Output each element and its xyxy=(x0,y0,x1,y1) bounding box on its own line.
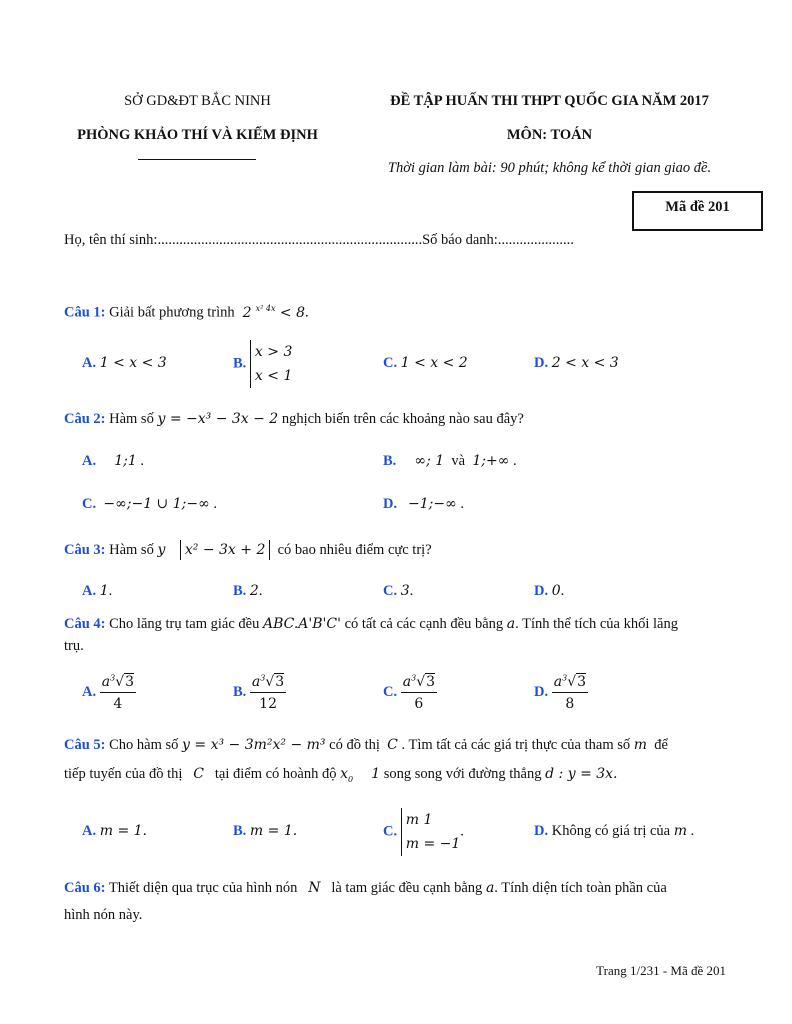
office-name: PHÒNG KHẢO THÍ VÀ KIỂM ĐỊNH xyxy=(77,127,318,143)
question-1: Câu 1: Giải bất phương trình 2 $^{x^2 4x}$ < 8. xyxy=(64,304,309,321)
q4-option-b[interactable]: B. $\frac{a^3√3}{12}$ xyxy=(233,673,285,712)
q5-option-b[interactable]: B. m = 1. xyxy=(233,823,298,839)
q5-option-d[interactable]: D. Không có giá trị của m . xyxy=(534,823,695,839)
exam-title: ĐỀ TẬP HUẤN THI THPT QUỐC GIA NĂM 2017 xyxy=(390,93,709,109)
question-5-line2: tiếp tuyến của đồ thị C tại điểm có hoành độ $x_0$ 1 song song với đường thẳng d : y = 3x. xyxy=(64,766,618,784)
question-6-line2: hình nón này. xyxy=(64,907,143,923)
header-divider xyxy=(138,159,256,160)
q1-option-a[interactable]: A. 1 < x < 3 xyxy=(82,355,167,371)
question-5: Câu 5: Cho hàm số y = x³ − 3m²x² − m³ có đồ thị C . Tìm tất cả các giá trị thực của tham số m để xyxy=(64,737,668,753)
question-text: Giải bất phương trình xyxy=(109,304,235,321)
name-dots: ......................................................................... xyxy=(157,232,423,248)
q4-option-c[interactable]: C. $\frac{a^3√3}{6}$ xyxy=(383,673,436,712)
q3-option-b[interactable]: B. 2. xyxy=(233,583,263,599)
id-dots: ..................... xyxy=(497,232,574,248)
question-4: Câu 4: Cho lăng trụ tam giác đều ABC.A'B'C' có tất cả các cạnh đều bằng a. Tính thể tích của khối lăng xyxy=(64,616,678,632)
q1-option-c[interactable]: C. 1 < x < 2 xyxy=(383,355,468,371)
q1-b-system: x > 3 x < 1 xyxy=(250,340,292,388)
question-2: Câu 2: Hàm số y = −x³ − 3x − 2 nghịch biến trên các khoảng nào sau đây? xyxy=(64,411,524,427)
exam-code-box xyxy=(632,191,763,231)
question-label: Câu 1: xyxy=(64,304,106,321)
name-label: Họ, tên thí sinh: xyxy=(64,232,158,248)
question-3: Câu 3: Hàm số y x² − 3x + 2 có bao nhiêu điểm cực trị? xyxy=(64,542,432,558)
q5-c-system: m 1 m = −1 xyxy=(401,808,461,856)
page-footer: Trang 1/231 - Mã đề 201 xyxy=(596,963,726,978)
time-limit: Thời gian làm bài: 90 phút; không kể thời gian giao đề. xyxy=(387,160,712,176)
exam-code: Mã đề 201 xyxy=(665,199,730,215)
q2-expression: y = −x³ − 3x − 2 xyxy=(157,411,279,427)
q2-option-d[interactable]: D. −1;−∞ . xyxy=(383,496,464,512)
q1-option-b[interactable]: B. x > 3 x < 1 xyxy=(233,340,292,388)
q1-expression: 2 $^{x^2 4x}$ < 8 xyxy=(242,304,306,321)
q3-option-d[interactable]: D. 0. xyxy=(534,583,565,599)
q3-option-a[interactable]: A. 1. xyxy=(82,583,113,599)
q3-option-c[interactable]: C. 3. xyxy=(383,583,414,599)
q2-option-a[interactable]: A. 1;1 . xyxy=(82,453,145,469)
q2-option-c[interactable]: C. −∞;−1 ∪ 1;−∞ . xyxy=(82,496,218,512)
q3-abs-expression: x² − 3x + 2 xyxy=(180,540,270,560)
q5-option-c[interactable]: C. m 1 m = −1 . xyxy=(383,808,464,856)
question-6: Câu 6: Thiết diện qua trục của hình nón N là tam giác đều cạnh bằng a. Tính diện tích toàn phần của xyxy=(64,880,667,896)
q5-option-a[interactable]: A. m = 1. xyxy=(82,823,147,839)
q1-option-d[interactable]: D. 2 < x < 3 xyxy=(534,355,619,371)
q4-option-d[interactable]: D. $\frac{a^3√3}{8}$ xyxy=(534,673,587,712)
department-name: SỞ GD&ĐT BẮC NINH xyxy=(124,93,271,109)
subject: MÔN: TOÁN xyxy=(506,127,593,143)
q4-option-a[interactable]: A. $\frac{a^3√3}{4}$ xyxy=(82,673,135,712)
student-info-line xyxy=(64,232,574,249)
question-4-line2: trụ. xyxy=(64,638,84,654)
q2-option-b[interactable]: B. ∞; 1 và 1;+∞ . xyxy=(383,453,517,469)
id-label: Số báo danh: xyxy=(422,232,498,248)
